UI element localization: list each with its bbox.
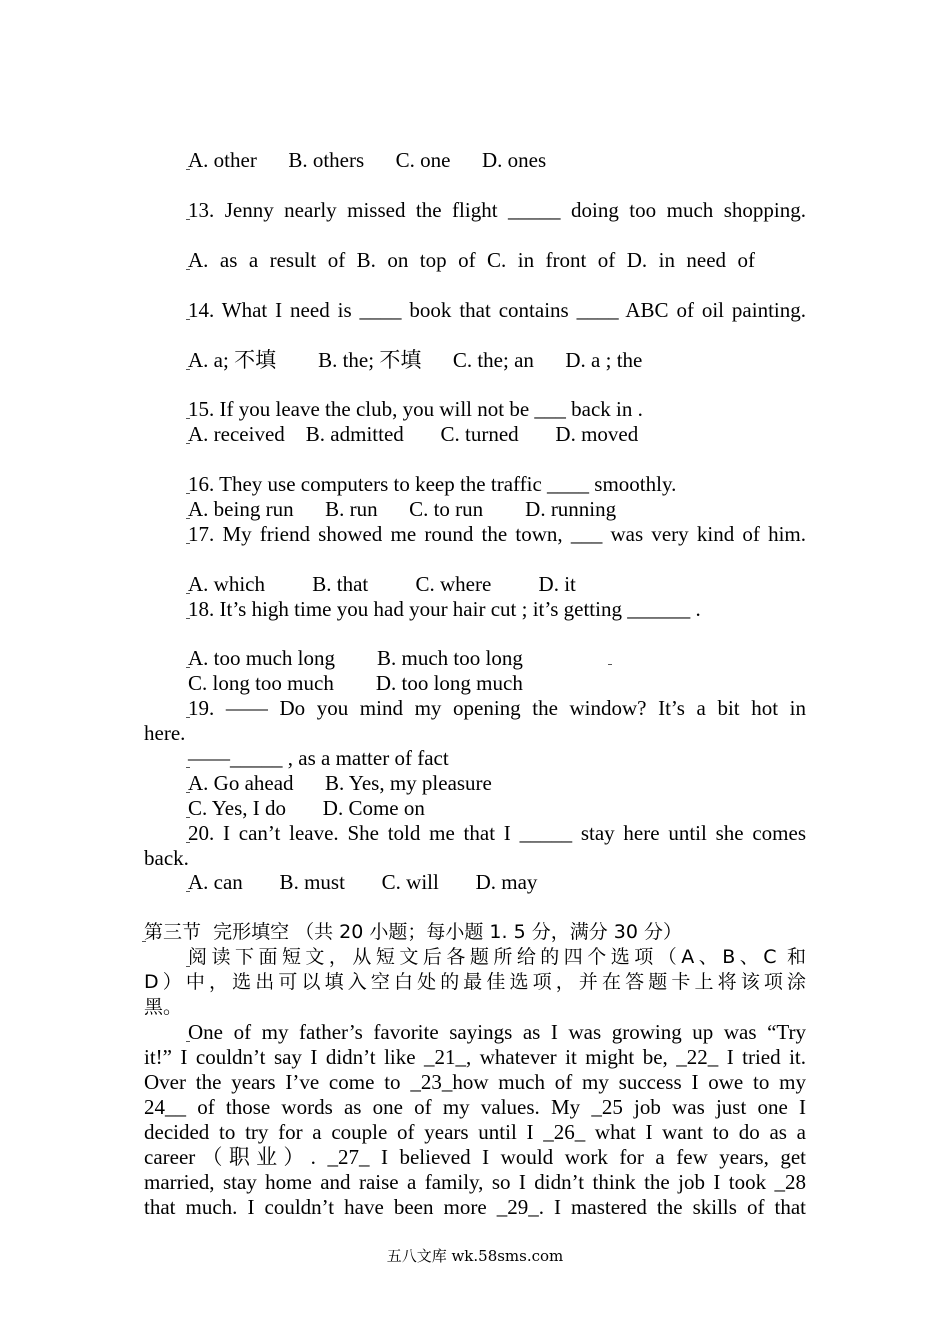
q19-options-ab: A. Go ahead B. Yes, my pleasure (188, 771, 492, 795)
q19-options-cd: C. Yes, I do D. Come on (188, 796, 425, 820)
instructions-line-3: 黑。 (144, 996, 183, 1018)
passage-line: that much. I couldn’t have been more _29_. I mastered the skills of that (144, 1195, 806, 1219)
instructions-line-2: D）中，选出可以填入空白处的最佳选项，并在答题卡上将该项涂 (144, 971, 806, 993)
q20-stem-cont: back. (144, 846, 189, 870)
q14-stem: 14. What I need is ____ book that contains ____ ABC of oil painting. (188, 298, 806, 322)
paragraph-mark (608, 664, 612, 665)
page-footer: 五八文库 wk.58sms.com (386, 1247, 564, 1265)
passage-line: career（职业）. _27_ I believed I would work for a few years, get (144, 1145, 806, 1169)
q14-options: A. a; 不填 B. the; 不填 C. the; an D. a ; the (188, 348, 643, 372)
q17-stem: 17. My friend showed me round the town, ___ was very kind of him. (188, 522, 806, 546)
q19-stem: 19. —— Do you mind my opening the window? It’s a bit hot in (188, 696, 806, 720)
q19-reply: ——_____ , as a matter of fact (188, 746, 449, 770)
section-heading: 第三节 完形填空 （共 20 小题；每小题 1. 5 分，满分 30 分） (144, 921, 682, 943)
q19-stem-cont: here. (144, 721, 186, 745)
q18-stem: 18. It’s high time you had your hair cut ; it’s getting ______ . (188, 597, 701, 621)
q18-options-ab: A. too much long B. much too long (188, 646, 523, 670)
q20-stem: 20. I can’t leave. She told me that I _____ stay here until she comes (188, 821, 806, 845)
passage-line: Over the years I’ve come to _23_how much of my success I owe to my (144, 1070, 806, 1094)
passage-line: 24__ of those words as one of my values. My _25 job was just one I (144, 1095, 806, 1119)
passage-line: One of my father’s favorite sayings as I was growing up was “Try (188, 1020, 806, 1044)
q16-options: A. being run B. run C. to run D. running (188, 497, 617, 521)
q20-options: A. can B. must C. will D. may (188, 870, 538, 894)
q16-stem: 16. They use computers to keep the traffic ____ smoothly. (188, 472, 677, 496)
passage-line: decided to try for a couple of years until I _26_ what I want to do as a (144, 1120, 806, 1144)
q15-stem: 15. If you leave the club, you will not be ___ back in . (188, 397, 643, 421)
q12-options: A. other B. others C. one D. ones (188, 148, 547, 172)
passage-line: it!” I couldn’t say I didn’t like _21_, whatever it might be, _22_ I tried it. (144, 1045, 806, 1069)
instructions-line-1: 阅读下面短文，从短文后各题所给的四个选项（A、B、C 和 (188, 946, 806, 968)
q18-options-cd: C. long too much D. too long much (188, 671, 523, 695)
q15-options: A. received B. admitted C. turned D. moved (188, 422, 639, 446)
passage-line: married, stay home and raise a family, so I didn’t think the job I took _28 (144, 1170, 806, 1194)
q13-stem: 13. Jenny nearly missed the flight _____ doing too much shopping. (188, 198, 806, 222)
q13-options: A. as a result of B. on top of C. in front of D. in need of (188, 248, 755, 272)
q17-options: A. which B. that C. where D. it (188, 572, 576, 596)
